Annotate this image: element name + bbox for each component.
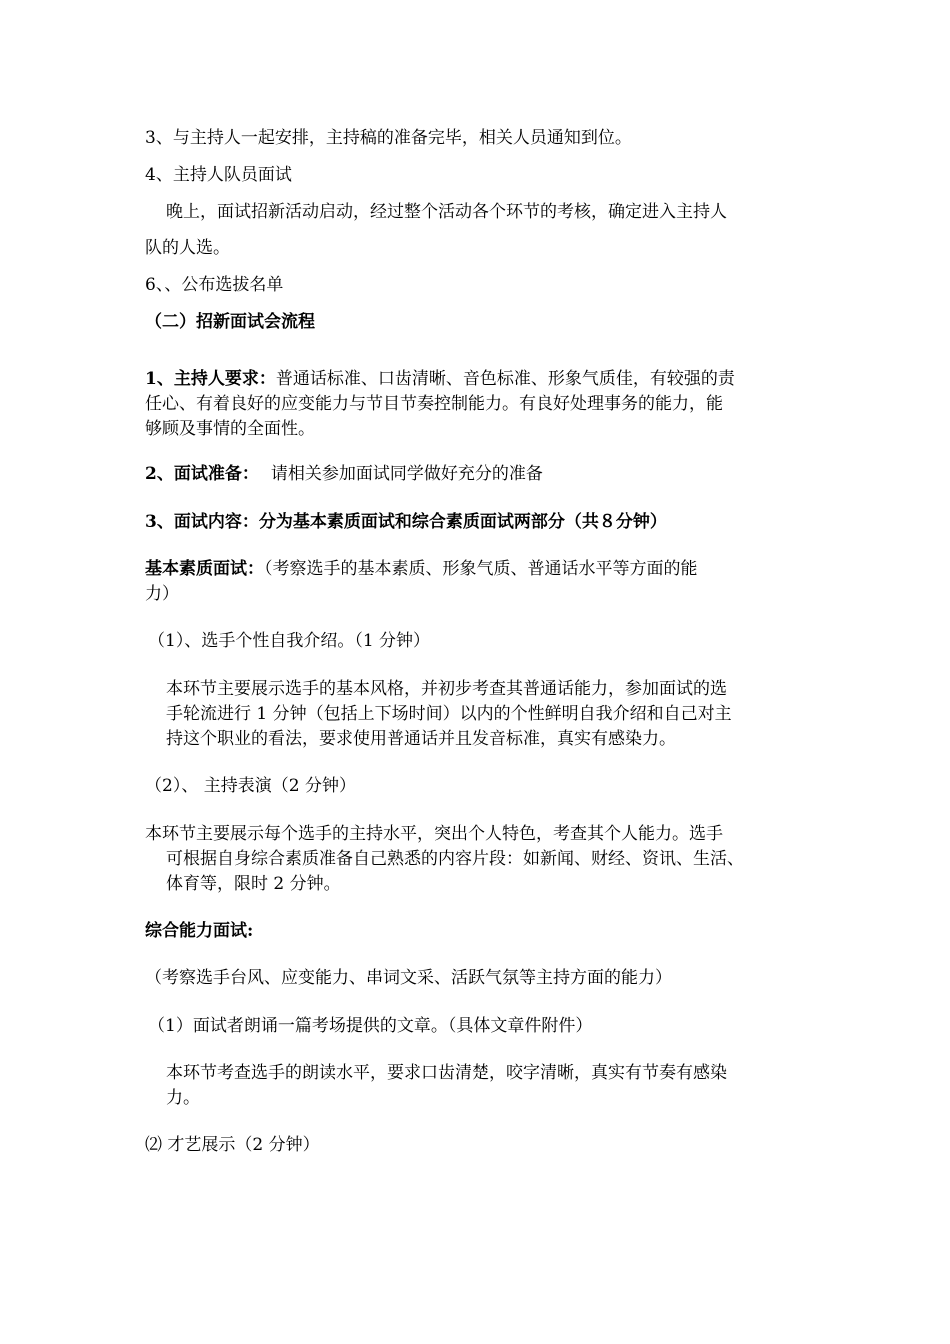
paragraph-text: 任心、有着良好的应变能力与节目节奏控制能力。有良好处理事务的能力，能 bbox=[145, 394, 723, 414]
paragraph-text: 够顾及事情的全面性。 bbox=[145, 419, 315, 439]
paragraph-text: 体育等，限时 2 分钟。 bbox=[166, 874, 341, 894]
requirement-2-text: 请相关参加面试同学做好充分的准备 bbox=[270, 464, 543, 484]
paragraph-text: 力） bbox=[145, 584, 179, 604]
comprehensive-item-1: （1）面试者朗诵一篇考场提供的文章。（具体文章件附件） bbox=[148, 1016, 593, 1036]
requirement-1-text: 普通话标准、口齿清晰、音色标准、形象气质佳，有较强的责 bbox=[275, 369, 735, 389]
basic-interview bbox=[145, 557, 698, 581]
requirement-2-label: 2、面试准备： bbox=[145, 464, 259, 484]
paragraph-text: 手轮流进行 1 分钟（包括上下场时间）以内的个性鲜明自我介绍和自己对主 bbox=[166, 704, 732, 724]
section-heading: （二）招新面试会流程 bbox=[145, 312, 315, 332]
paragraph-text: 本环节主要展示每个选手的主持水平，突出个人特色，考查其个人能力。选手 bbox=[145, 824, 723, 844]
paragraph-text: 队的人选。 bbox=[145, 238, 230, 258]
comprehensive-interview-text: （考察选手台风、应变能力、串词文采、活跃气氛等主持方面的能力） bbox=[145, 968, 672, 988]
paragraph-item-3: 3、与主持人一起安排，主持稿的准备完毕，相关人员通知到位。 bbox=[145, 128, 632, 148]
requirement-1 bbox=[145, 367, 735, 391]
paragraph-text: 晚上，面试招新活动启动，经过整个活动各个环节的考核，确定进入主持人 bbox=[166, 202, 727, 222]
paragraph-item-6: 6、、公布选拔名单 bbox=[145, 275, 284, 295]
requirement-2 bbox=[145, 462, 543, 486]
basic-interview-label: 基本素质面试： bbox=[145, 559, 264, 579]
paragraph-text: 持这个职业的看法，要求使用普通话并且发音标准，真实有感染力。 bbox=[166, 729, 676, 749]
paragraph-text: 可根据自身综合素质准备自己熟悉的内容片段：如新闻、财经、资讯、生活、 bbox=[166, 849, 744, 869]
subsection-2: （2）、 主持表演（2 分钟） bbox=[145, 776, 356, 796]
paragraph-text: 本环节考查选手的朗读水平，要求口齿清楚，咬字清晰，真实有节奏有感染 bbox=[166, 1063, 727, 1083]
subsection-1: （1）、选手个性自我介绍。（1 分钟） bbox=[148, 631, 431, 651]
requirement-3: 3、面试内容：分为基本素质面试和综合素质面试两部分（共８分钟） bbox=[145, 512, 667, 532]
requirement-1-label: 1、主持人要求： bbox=[145, 369, 276, 389]
comprehensive-item-2: ⑵ 才艺展示（2 分钟） bbox=[145, 1135, 320, 1155]
paragraph-item-4: 4、主持人队员面试 bbox=[145, 165, 292, 185]
paragraph-text: 力。 bbox=[166, 1088, 200, 1108]
basic-interview-text: （考察选手的基本素质、形象气质、普通话水平等方面的能 bbox=[264, 559, 698, 579]
paragraph-text: 本环节主要展示选手的基本风格，并初步考查其普通话能力，参加面试的选 bbox=[166, 679, 727, 699]
comprehensive-interview-label: 综合能力面试: bbox=[145, 921, 254, 941]
